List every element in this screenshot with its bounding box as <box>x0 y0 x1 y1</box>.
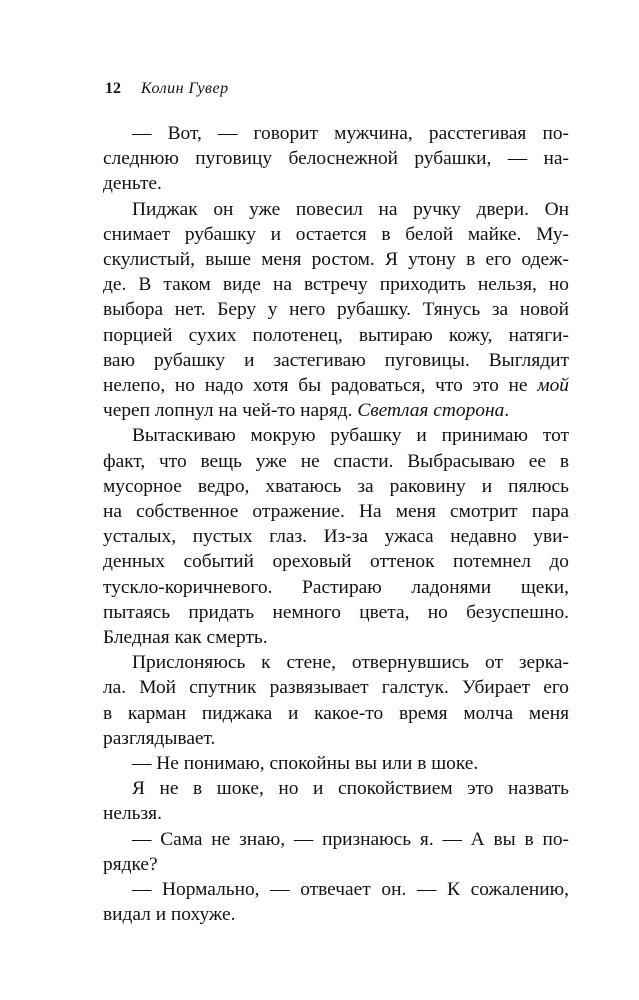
running-head-author: Колин Гувер <box>141 80 229 97</box>
page-number: 12 <box>105 80 121 97</box>
italic-emphasis: Светлая сторона <box>357 400 505 422</box>
text-line: мусорное ведро, хватаюсь за раковину и пялюсь <box>103 475 569 497</box>
paragraph <box>103 423 569 650</box>
text-line: скулистый, выше меня ростом. Я утону в его одеж- <box>103 249 569 271</box>
text-line: выбора нет. Беру у него рубашку. Тянусь за новой <box>103 299 569 321</box>
paragraph <box>103 751 569 776</box>
text-line: пытаясь придать немного цвета, но безуспешно. <box>103 601 569 623</box>
text-run: . <box>504 400 510 422</box>
running-header <box>105 79 229 99</box>
text-line: порцией сухих полотенец, вытираю кожу, натяги- <box>103 324 569 346</box>
text-run: нелепо, но надо хотя бы радоваться, что это не <box>103 375 538 397</box>
paragraph <box>103 776 569 826</box>
text-line: Прислоняюсь к стене, отвернувшись от зерка- <box>132 652 569 674</box>
text-line: на собственное отражение. На меня смотрит пара <box>103 501 569 523</box>
text-line: — Сама не знаю, — признаюсь я. — А вы в по- <box>132 828 569 850</box>
text-line: ваю рубашку и застегиваю пуговицы. Выглядит <box>103 349 569 371</box>
text-line: в карман пиджака и какое-то время молча меня <box>103 702 569 724</box>
text-line: — Нормально, — отвечает он. — К сожалению, <box>132 879 569 901</box>
text-line: де. В таком виде на встречу приходить нельзя, но <box>103 274 569 296</box>
text-line: нельзя. <box>103 803 162 825</box>
text-line: Я не в шоке, но и спокойствием это назвать <box>132 778 569 800</box>
paragraph <box>103 827 569 877</box>
italic-emphasis: мой <box>537 375 569 397</box>
paragraph <box>103 121 569 197</box>
paragraph <box>103 877 569 927</box>
text-line: рядке? <box>103 853 158 875</box>
text-line: снимает рубашку и остается в белой майке. Му- <box>103 223 569 245</box>
body-text <box>103 121 569 928</box>
text-line: ла. Мой спутник развязывает галстук. Убирает его <box>103 677 569 699</box>
text-line: факт, что вещь уже не спасти. Выбрасываю ее в <box>103 450 569 472</box>
text-line: Вытаскиваю мокрую рубашку и принимаю тот <box>132 425 569 447</box>
paragraph <box>103 650 569 751</box>
text-line: денных событий ореховый оттенок потемнел до <box>103 551 569 573</box>
text-line: Бледная как смерть. <box>103 627 268 649</box>
text-line: следнюю пуговицу белоснежной рубашки, — на- <box>103 148 569 170</box>
text-line: усталых, пустых глаз. Из-за ужаса недавно уви- <box>103 526 569 548</box>
paragraph <box>103 197 569 424</box>
text-line: Пиджак он уже повесил на ручку двери. Он <box>132 198 569 220</box>
text-line <box>103 398 569 423</box>
text-line: — Вот, — говорит мужчина, расстегивая по- <box>132 123 569 144</box>
text-line: тускло-коричневого. Растираю ладонями щеки, <box>103 576 569 598</box>
text-run: череп лопнул на чей-то наряд. <box>103 400 358 422</box>
text-line: видал и похуже. <box>103 904 236 926</box>
text-line: деньте. <box>103 173 162 195</box>
text-line: разглядывает. <box>103 727 216 749</box>
text-line: — Не понимаю, спокойны вы или в шоке. <box>132 753 479 775</box>
text-line <box>103 373 569 398</box>
